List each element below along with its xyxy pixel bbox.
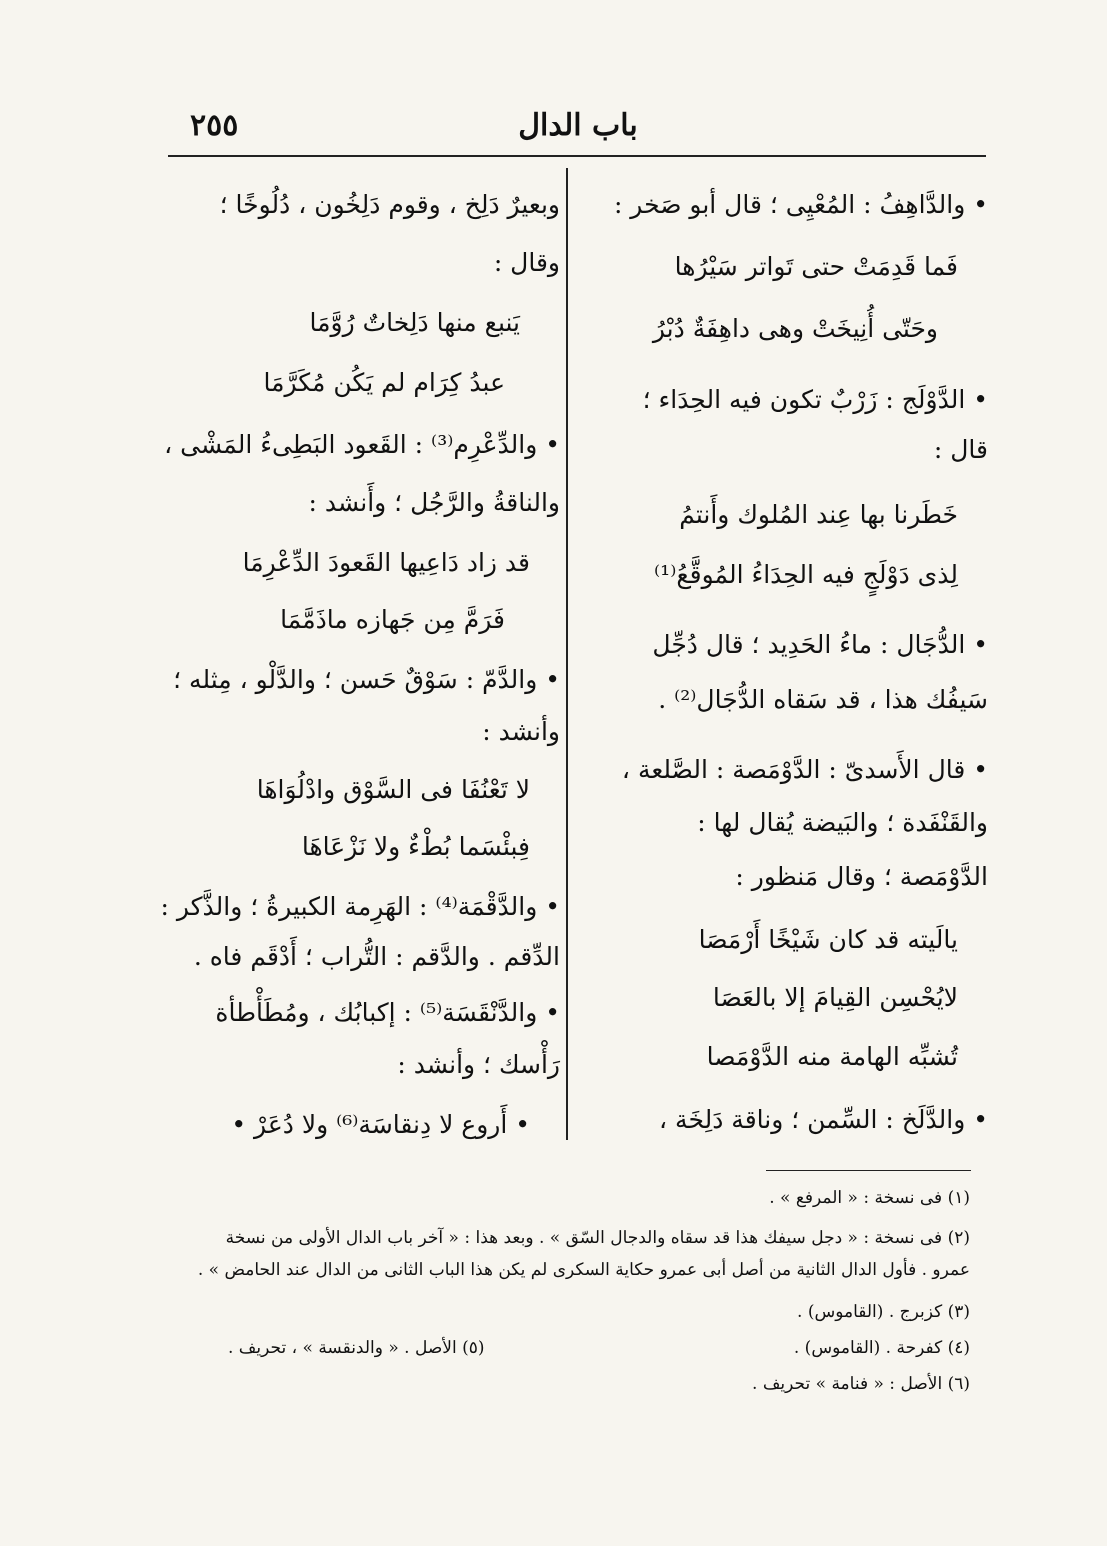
verse-line: لِذى دَوْلَجٍ فيه الحِدَاءُ المُوقَّعُ⁽¹⁾ [654,560,958,589]
verse-line: فَرَمَّ مِن جَهازه ماذَمَّمَا [280,605,505,634]
footnote: (٢) فى نسخة : « دجل سيفك هذا قد سقاه والدجال السّق » . وبعد هذا : « آخر باب الدال الأولى من نسخة [225,1228,970,1248]
column-divider [566,168,568,1140]
text-line: • والدَّاهِفُ : المُعْيِى ؛ قال أبو صَخر : [613,190,988,219]
verse-line: يالَيته قد كان شَيْخًا أَرْمَصَا [698,925,958,954]
footnote: (٦) الأصل : « فنامة » تحريف . [752,1374,970,1394]
text-line: قال : [933,435,988,464]
text-line: سَيفُك هذا ، قد سَقاه الدُّجَال⁽²⁾ . [658,685,988,714]
verse-line: تُشبِّه الهامة منه الدَّوْمَصا [706,1042,958,1071]
verse-line: فَما قَدِمَتْ حتى تَواتر سَيْرُها [674,252,958,281]
footnote: عمرو . فأول الدال الثانية من أصل أبى عمرو حكاية السكرى لم يكن هذا الباب الثانى من الدال عند الحامض » . [197,1260,970,1280]
text-line: • والدَّلَخ : السِّمن ؛ وناقة دَلِخَة ، [659,1105,988,1134]
text-line: وقال : [493,248,560,277]
text-line: الدِّقم . والدَّقم : التُّراب ؛ أَدْقَم فاه . [193,942,560,971]
verse-line: يَنبع منها دَلِخاتٌ رُوَّمَا [309,308,520,337]
text-line: • الدُّجَال : ماءُ الحَدِيد ؛ قال دُجِّل [652,630,988,659]
verse-line: خَطَرنا بها عِند المُلوك وأَنتمُ [679,500,958,529]
text-line: وأنشد : [482,717,560,746]
text-line: • والدَّمّ : سَوْقٌ حَسن ؛ والدَّلْو ، مِثله ؛ [173,665,560,694]
verse-line: فِبئْسَما بُطْءٌ ولا نَزْعَاهَا [301,832,530,861]
text-line: • الدَّوْلَج : زَرْبٌ تكون فيه الحِدَاء ؛ [642,385,988,414]
text-line: الدَّوْمَصة ؛ وقال مَنظور : [735,862,988,891]
text-line: والناقةُ والرَّجُل ؛ وأَنشد : [308,488,560,517]
text-line: • والدَّنْقَسَة⁽⁵⁾ : إكبابُك ، ومُطَأْطأة [215,998,560,1027]
text-line: • قال الأَسدىّ : الدَّوْمَصة : الصَّلعة ، [621,755,988,784]
footnote: (٥) الأصل . « والدنقسة » ، تحريف . [228,1338,485,1358]
header-rule [168,155,986,157]
text-line: والقَنْفَدة ؛ والبَيضة يُقال لها : [697,808,988,837]
verse-line: لا تَعْنُفَا فى السَّوْق وادْلُوَاهَا [256,775,530,804]
footnote: (٤) كفرحة . (القاموس) . [793,1338,970,1358]
verse-line: وحَتّى أُنِيخَتْ وهى داهِفَةٌ دُبْرُ [652,314,938,343]
chapter-title: باب الدال [518,108,638,143]
footnote: (١) فى نسخة : « المرفع » . [769,1188,970,1208]
verse-line: لايُحْسِن القِيامَ إلا بالعَصَا [712,983,958,1012]
footnote-rule [766,1170,971,1171]
page-number: ٢٥٥ [190,108,239,143]
footnote: (٣) كزبرج . (القاموس) . [797,1302,970,1322]
verse-line: قد زاد دَاعِيها القَعودَ الدِّعْرِمَا [242,548,530,577]
text-line: • والدِّعْرِم⁽³⁾ : القَعود البَطِىءُ المَشْى ، [164,430,560,459]
text-line: رَأْسك ؛ وأنشد : [397,1050,560,1079]
text-line: وبعيرٌ دَلِخ ، وقوم دَلِخُون ، دُلُوخًا ؛ [219,190,560,219]
verse-line: • أَروع لا دِنقاسَة⁽⁶⁾ ولا دُعَرْ • [231,1110,530,1139]
verse-line: عبدُ كِرَام لم يَكُن مُكَرَّمَا [263,368,505,397]
page-header [168,98,988,154]
text-line: • والدَّقْمَة⁽⁴⁾ : الهَرِمة الكبيرةُ ؛ والذَّكر : [160,892,560,921]
